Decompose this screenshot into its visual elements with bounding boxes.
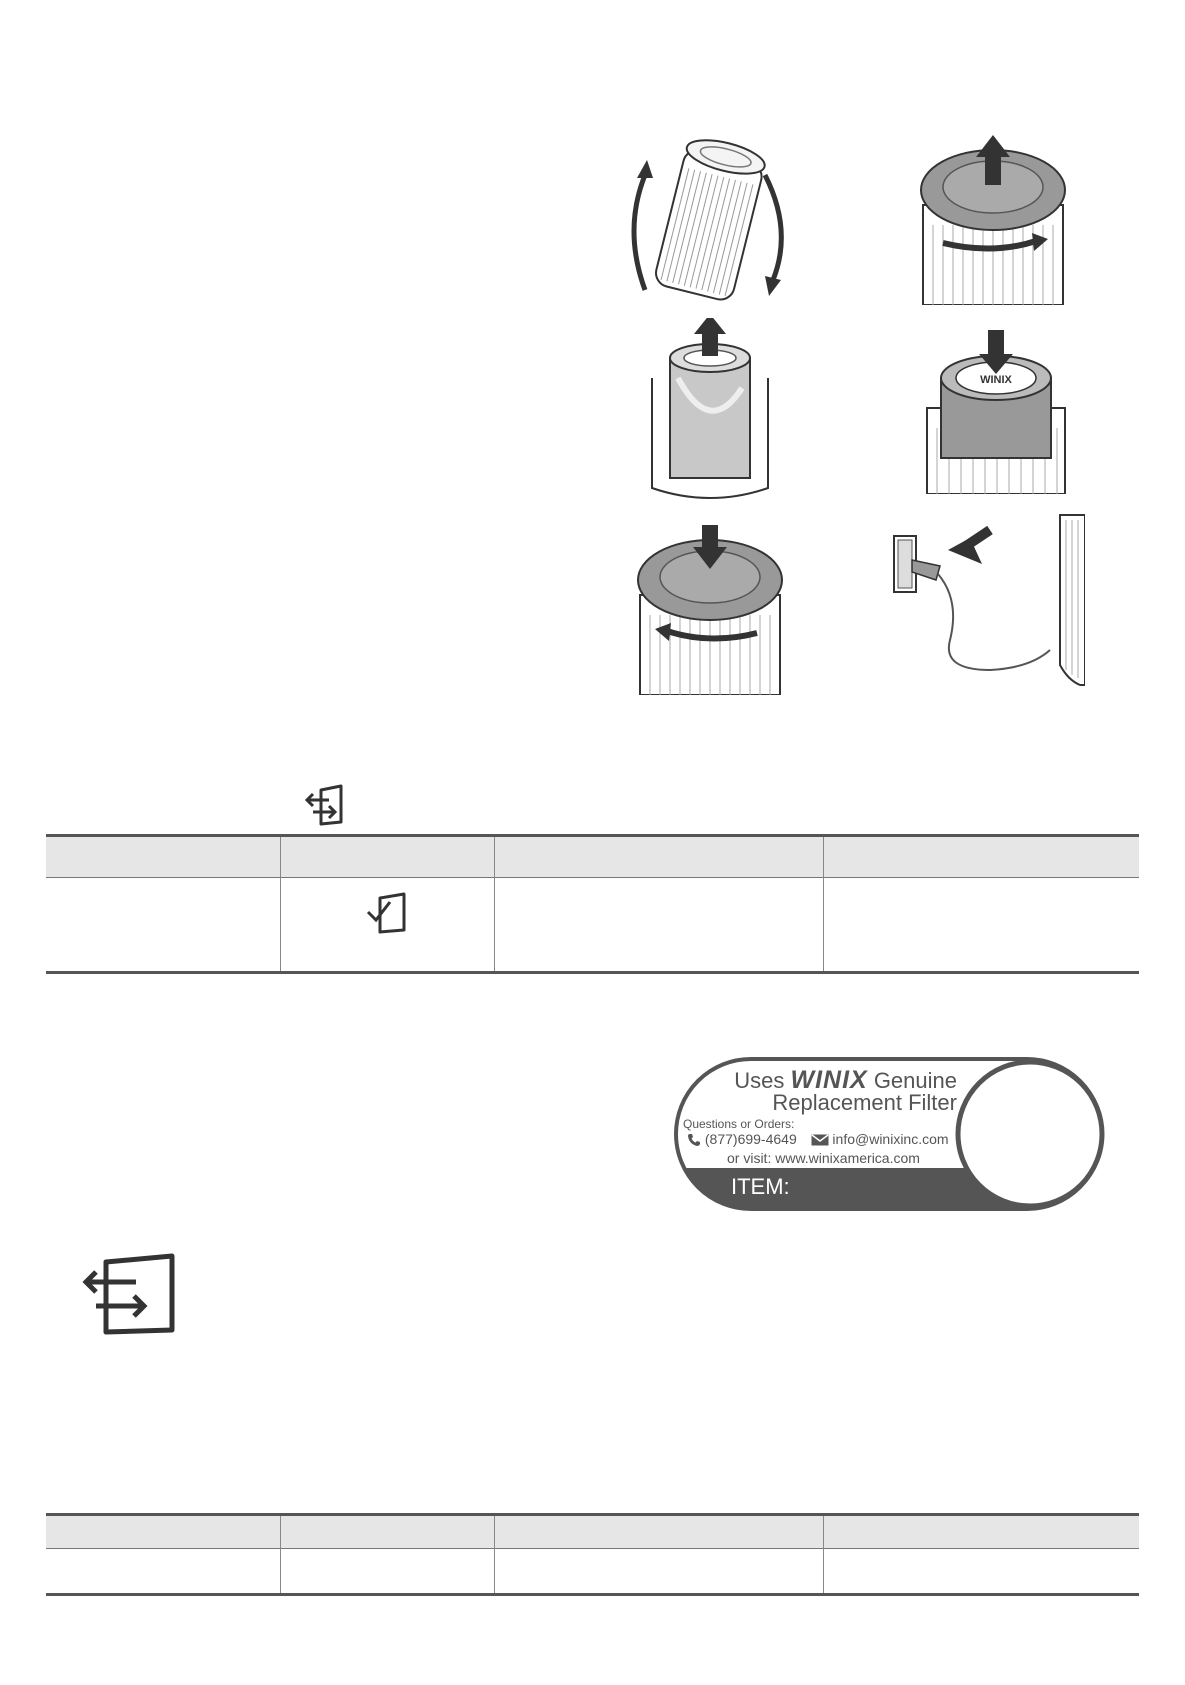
label-uses-text: Uses (734, 1068, 785, 1093)
label-item-text: ITEM: (731, 1174, 790, 1199)
label-phone-text: (877)699-4649 (704, 1131, 797, 1147)
label-brand-text: WINIX (790, 1066, 868, 1094)
step-plug-in-illustration (890, 510, 1085, 690)
table-1-header-row (46, 837, 1139, 877)
step-replace-lid-illustration (635, 525, 785, 695)
mail-icon (811, 1134, 829, 1146)
step-insert-filter-illustration (925, 328, 1067, 494)
step-remove-lid-illustration (918, 135, 1068, 305)
label-visit-text: or visit: www.winixamerica.com (727, 1150, 920, 1166)
label-replacement-text: Replacement Filter (772, 1090, 957, 1115)
filter-reset-icon (303, 784, 355, 828)
lid-brand-text: WINIX (980, 374, 1012, 386)
filter-check-icon (364, 892, 412, 936)
phone-icon (687, 1133, 701, 1147)
step-rotate-unit-illustration (615, 130, 805, 310)
filter-reset-icon-large (80, 1252, 180, 1336)
label-genuine-text: Genuine (873, 1068, 957, 1093)
label-email-text: info@winixinc.com (832, 1131, 949, 1147)
step-remove-filter-illustration (650, 318, 770, 506)
genuine-filter-label (673, 1056, 1105, 1212)
table-2-header-row (46, 1516, 1139, 1548)
label-questions-text: Questions or Orders: (683, 1117, 795, 1131)
